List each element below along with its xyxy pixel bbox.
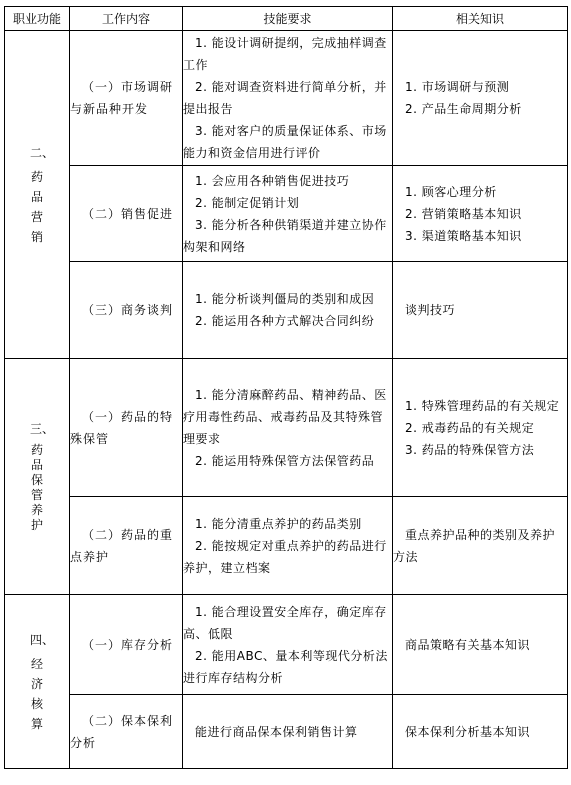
table-row xyxy=(5,262,568,359)
function-number: 四、 xyxy=(30,632,55,647)
knowledge-cell: 1. 顾客心理分析 2. 营销策略基本知识 3. 渠道策略基本知识 xyxy=(393,166,568,262)
function-name: 经 济 核 算 xyxy=(30,656,43,731)
header-function: 职业功能 xyxy=(5,7,70,31)
knowledge-cell: 1. 市场调研与预测 2. 产品生命周期分析 xyxy=(393,31,568,166)
function-name: 药 品 营 销 xyxy=(30,169,43,244)
skill-cell: 1. 能分析谈判僵局的类别和成因 2. 能运用各种方式解决合同纠纷 xyxy=(183,262,393,359)
content-cell: （二）销售促进 xyxy=(70,166,183,262)
content-cell: （一）药品的特殊保管 xyxy=(70,359,183,497)
table-row xyxy=(5,595,568,695)
function-name: 药 品 保 管 养 护 xyxy=(30,442,43,532)
knowledge-cell: 谈判技巧 xyxy=(393,262,568,359)
skill-requirements-table xyxy=(4,6,568,769)
table-row xyxy=(5,359,568,497)
content-cell: （二）药品的重点养护 xyxy=(70,497,183,595)
function-number: 三、 xyxy=(30,421,55,436)
knowledge-cell: 商品策略有关基本知识 xyxy=(393,595,568,695)
content-cell: （三）商务谈判 xyxy=(70,262,183,359)
content-cell: （一）库存分析 xyxy=(70,595,183,695)
table-row xyxy=(5,695,568,769)
skill-cell: 1. 会应用各种销售促进技巧 2. 能制定促销计划 3. 能分析各种供销渠道并建立协作构架和网络 xyxy=(183,166,393,262)
skill-cell: 1. 能分清重点养护的药品类别 2. 能按规定对重点养护的药品进行养护，建立档案 xyxy=(183,497,393,595)
knowledge-cell: 重点养护品种的类别及养护方法 xyxy=(393,497,568,595)
header-content: 工作内容 xyxy=(70,7,183,31)
knowledge-cell: 保本保利分析基本知识 xyxy=(393,695,568,769)
skill-cell: 1. 能设计调研提纲，完成抽样调查工作 2. 能对调查资料进行简单分析，并提出报告 3. 能对客户的质量保证体系、市场能力和资金信用进行评价 xyxy=(183,31,393,166)
function-number: 二、 xyxy=(30,145,55,160)
table-row xyxy=(5,497,568,595)
content-cell: （二）保本保利分析 xyxy=(70,695,183,769)
skill-cell: 能进行商品保本保利销售计算 xyxy=(183,695,393,769)
function-cell-marketing xyxy=(5,31,70,359)
table-row xyxy=(5,31,568,166)
knowledge-cell: 1. 特殊管理药品的有关规定 2. 戒毒药品的有关规定 3. 药品的特殊保管方法 xyxy=(393,359,568,497)
function-cell-storage xyxy=(5,359,70,595)
table-header-row xyxy=(5,7,568,31)
header-knowledge: 相关知识 xyxy=(393,7,568,31)
function-cell-accounting xyxy=(5,595,70,769)
header-skill: 技能要求 xyxy=(183,7,393,31)
content-cell: （一）市场调研与新品种开发 xyxy=(70,31,183,166)
skill-cell: 1. 能分清麻醉药品、精神药品、医疗用毒性药品、戒毒药品及其特殊管理要求 2. 能运用特殊保管方法保管药品 xyxy=(183,359,393,497)
table-row xyxy=(5,166,568,262)
skill-cell: 1. 能合理设置安全库存，确定库存高、低限 2. 能用ABC、量本利等现代分析法进行库存结构分析 xyxy=(183,595,393,695)
